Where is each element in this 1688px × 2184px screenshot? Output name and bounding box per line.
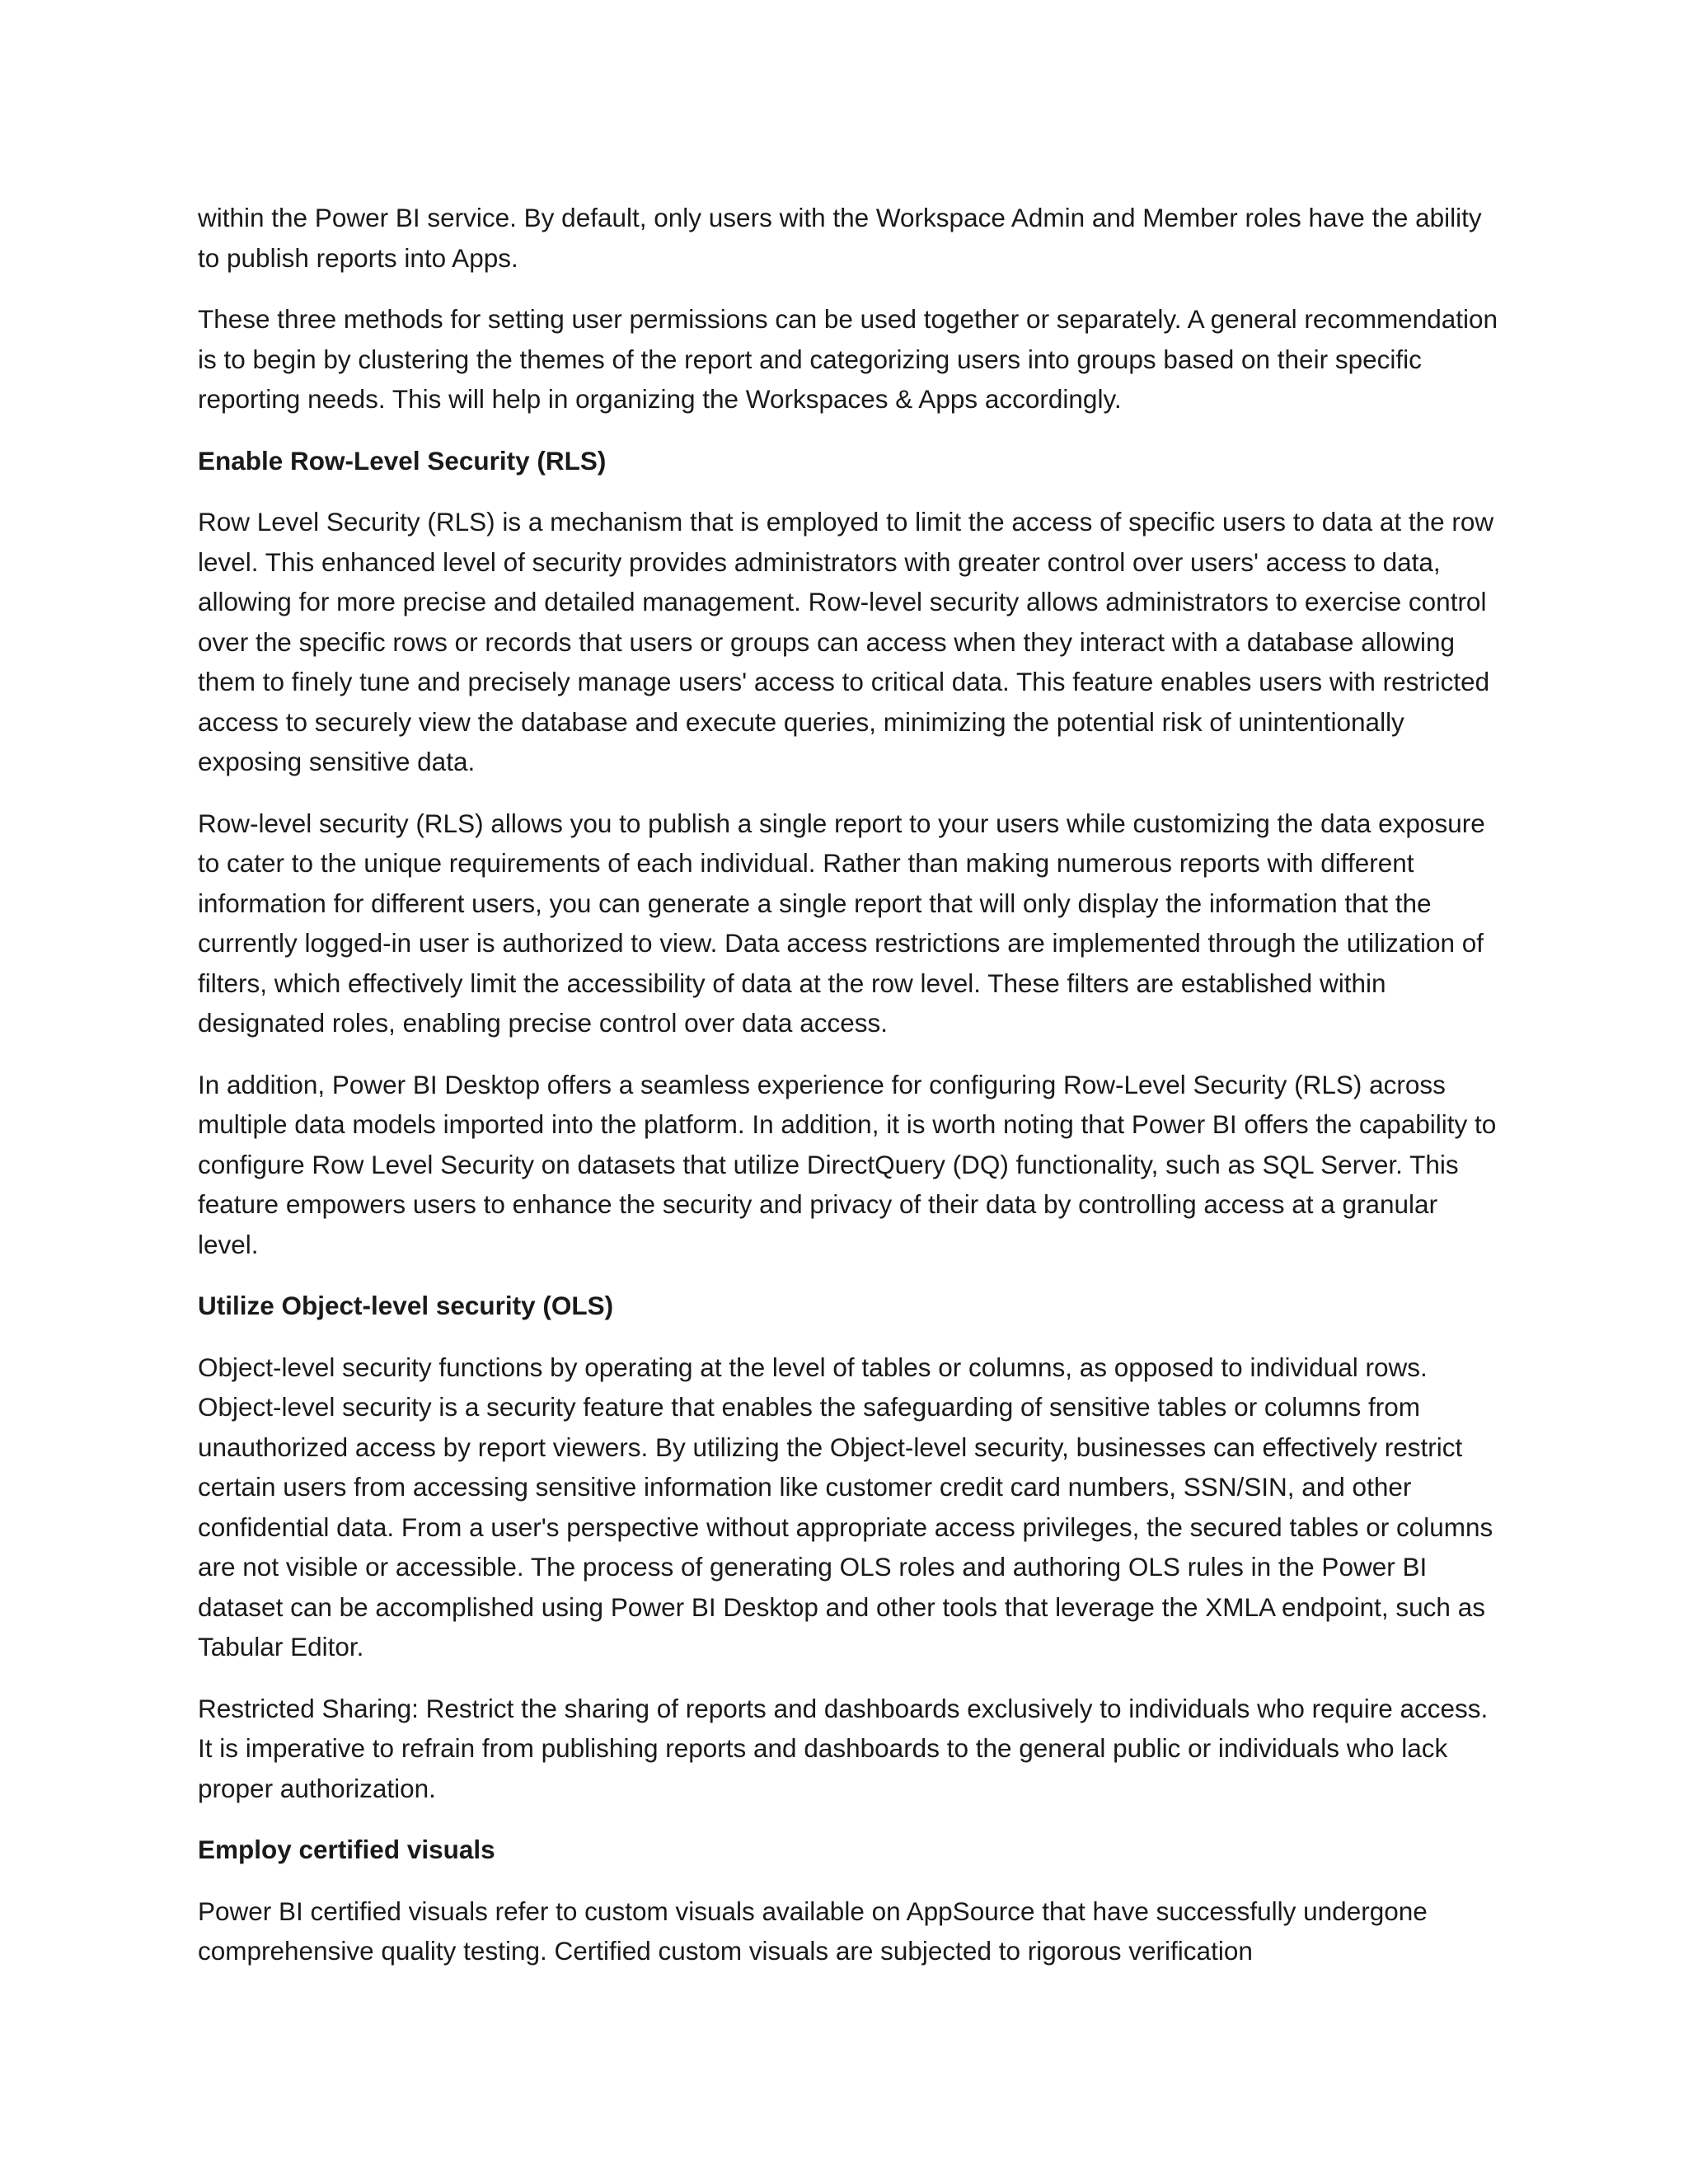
paragraph-restricted-sharing: Restricted Sharing: Restrict the sharing of reports and dashboards exclusively to individuals who require access. It is imperative to refrain from publishing reports and dashboards to the general public or individuals who lack proper authorization. [198, 1693, 1489, 1803]
paragraph-ols-definition: Object-level security functions by operating at the level of tables or columns, as opposed to individual rows. Object-level security is a security feature that enables the safeguarding of sensitive tables or columns from unauthorized access by report viewers. By utilizing the Object-level security, businesses can effectively restrict certain users from accessing sensitive information like customer credit card numbers, SSN/SIN, and other confidential data. From a user's perspective without appropriate access privileges, the secured tables or columns are not visible or accessible. The process of generating OLS roles and authoring OLS rules in the Power BI dataset can be accomplished using Power BI Desktop and other tools that leverage the XMLA endpoint, such as Tabular Editor. [198, 1352, 1493, 1661]
paragraph-rls-desktop: In addition, Power BI Desktop offers a seamless experience for configuring Row-Level Security (RLS) across multiple data models imported into the platform. In addition, it is worth noting that Power BI offers the capability to configure Row Level Security on datasets that utilize DirectQuery (DQ) functionality, such as SQL Server. This feature empowers users to enhance the security and privacy of their data by controlling access at a granular level. [198, 1069, 1497, 1259]
paragraph-certified-visuals: Power BI certified visuals refer to custom visuals available on AppSource that have successfully undergone comprehensive quality testing. Certified custom visuals are subjected to rigorous verification [198, 1896, 1428, 1966]
heading-rls: Enable Row-Level Security (RLS) [198, 445, 607, 476]
paragraph-rls-single-report: Row-level security (RLS) allows you to publish a single report to your users while customizing the data exposure to cater to the unique requirements of each individual. Rather than making numerous reports with different information for different users, you can generate a single report that will only display the information that the currently logged-in user is authorized to view. Data access restrictions are implemented through the utilization of filters, which effectively limit the accessibility of data at the row level. These filters are established within designated roles, enabling precise control over data access. [198, 808, 1485, 1038]
document-page [198, 198, 1500, 1993]
paragraph-rls-definition: Row Level Security (RLS) is a mechanism that is employed to limit the access of specific users to data at the row level. This enhanced level of security provides administrators with greater control over users' access to data, allowing for more precise and detailed management. Row-level security allows administrators to exercise control over the specific rows or records that users or groups can access when they interact with a database allowing them to finely tune and precisely manage users' access to critical data. This feature enables users with restricted access to securely view the database and execute queries, minimizing the potential risk of unintentionally exposing sensitive data. [198, 507, 1494, 776]
paragraph-apps-publishing: within the Power BI service. By default, only users with the Workspace Admin and Member roles have the ability to publish reports into Apps. [198, 203, 1482, 273]
heading-ols: Utilize Object-level security (OLS) [198, 1291, 614, 1320]
heading-certified-visuals: Employ certified visuals [198, 1835, 495, 1864]
paragraph-permission-methods: These three methods for setting user permissions can be used together or separately. A general recommendation is to begin by clustering the themes of the report and categorizing users into groups based on their specific reporting needs. This will help in organizing the Workspaces & Apps accordingly. [198, 304, 1498, 414]
